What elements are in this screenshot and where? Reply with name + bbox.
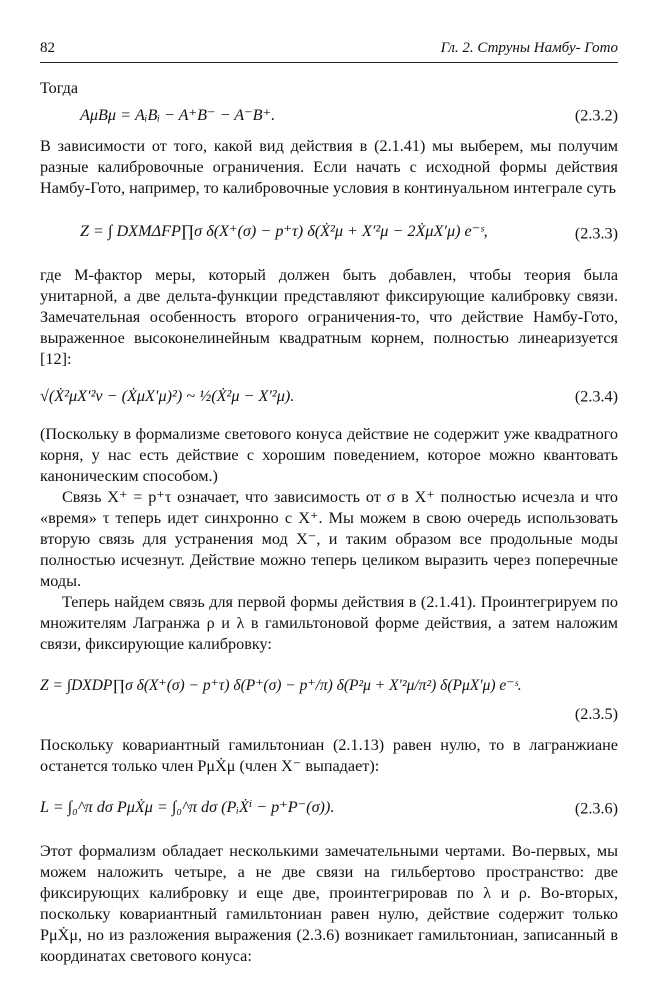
paragraph-2: где M-фактор меры, который должен быть добавлен, чтобы теория была унитарной, а две дельта-функции представляют фиксирующие калибровку связи. Замечательная особенность второго ограничения-то, что действие Намбу-Гото, выраженное высоконелинейным квадратным корнем, полностью линеаризуется [12]: (40, 266, 618, 368)
page-number: 82 (40, 40, 55, 56)
paragraph-4: Связь X⁺ = p⁺τ означает, что зависимость от σ в X⁺ полностью исчезла и что «время» τ теперь идет синхронно с X⁺. Мы можем в свою очередь использовать вторую связь для устранения мод X⁻, и таким образом все продольные моды полностью исчезнут. Действие можно теперь целиком выразить через поперечные моды. (40, 488, 618, 590)
equation-2-3-4 (40, 380, 618, 414)
equation-formula: Z = ∫DXDP∏σ δ(X⁺(σ) − p⁺τ) δ(P⁺(σ) − p⁺/π) δ(P²μ + X′²μ/π²) δ(PμX′μ) e⁻ˢ. (40, 677, 522, 694)
equation-number: (2.3.5) (574, 705, 618, 723)
equation-2-3-5 (40, 665, 618, 725)
equation-number: (2.3.3) (574, 224, 618, 243)
page-body (40, 78, 618, 967)
equation-formula: L = ∫₀^π dσ PμẊμ = ∫₀^π dσ (PᵢẊⁱ − p⁺P⁻(σ)). (40, 798, 335, 816)
page-header (40, 40, 618, 63)
paragraph-5: Теперь найдем связь для первой формы действия в (2.1.41). Проинтегрируем по множителям Лагранжа ρ и λ в гамильтоновой форме действия, а затем наложим связи, фиксирующие калибровку: (40, 593, 618, 653)
equation-number: (2.3.2) (574, 106, 618, 124)
running-title: Гл. 2. Струны Намбу- Гото (440, 40, 618, 56)
paragraph-1: В зависимости от того, какой вид действия в (2.1.41) мы выберем, мы получим разные калибровочные ограничения. Если начать с исходной формы действия Намбу-Гото, например, то калибровочные условия в континуальном интеграле суть (40, 137, 618, 197)
equation-number: (2.3.6) (574, 799, 618, 818)
equation-2-3-6 (40, 787, 618, 831)
paragraph-7: Этот формализм обладает несколькими замечательными чертами. Во-первых, мы можем наложить четыре, а не две связи на гильбертово пространство: две фиксирующих калибровку и еще две, проинтегрировав по λ и ρ. Во-вторых, поскольку ковариантный гамильтониан равен нулю, действие содержит только PμẊμ, но из разложения выражения (2.3.6) возникает гамильтониан, записанный в координатах светового конуса: (40, 842, 618, 965)
equation-formula: √(Ẋ²μX′²ν − (ẊμX′μ)²) ~ ½(Ẋ²μ − X′²μ). (40, 387, 295, 405)
equation-2-3-3 (40, 213, 618, 255)
equation-number: (2.3.4) (574, 387, 618, 406)
equation-formula: AμBμ = AᵢBᵢ − A⁺B⁻ − A⁻B⁺. (80, 106, 276, 124)
paragraph-6: Поскольку ковариантный гамильтониан (2.1.13) равен нулю, то в лагранжиане останется только член PμẊμ (член X⁻ выпадает): (40, 736, 618, 775)
equation-2-3-2 (40, 105, 618, 126)
paragraph-togda: Тогда (40, 79, 79, 97)
equation-formula: Z = ∫ DXMΔFP∏σ δ(X⁺(σ) − p⁺τ) δ(Ẋ²μ + X′²μ − 2ẊμX′μ) e⁻ˢ, (80, 222, 488, 240)
paragraph-3: (Поскольку в формализме светового конуса действие не содержит уже квадратного корня, у нас есть действие с хорошим поведением, которое можно квантовать каноническим способом.) (40, 425, 618, 485)
